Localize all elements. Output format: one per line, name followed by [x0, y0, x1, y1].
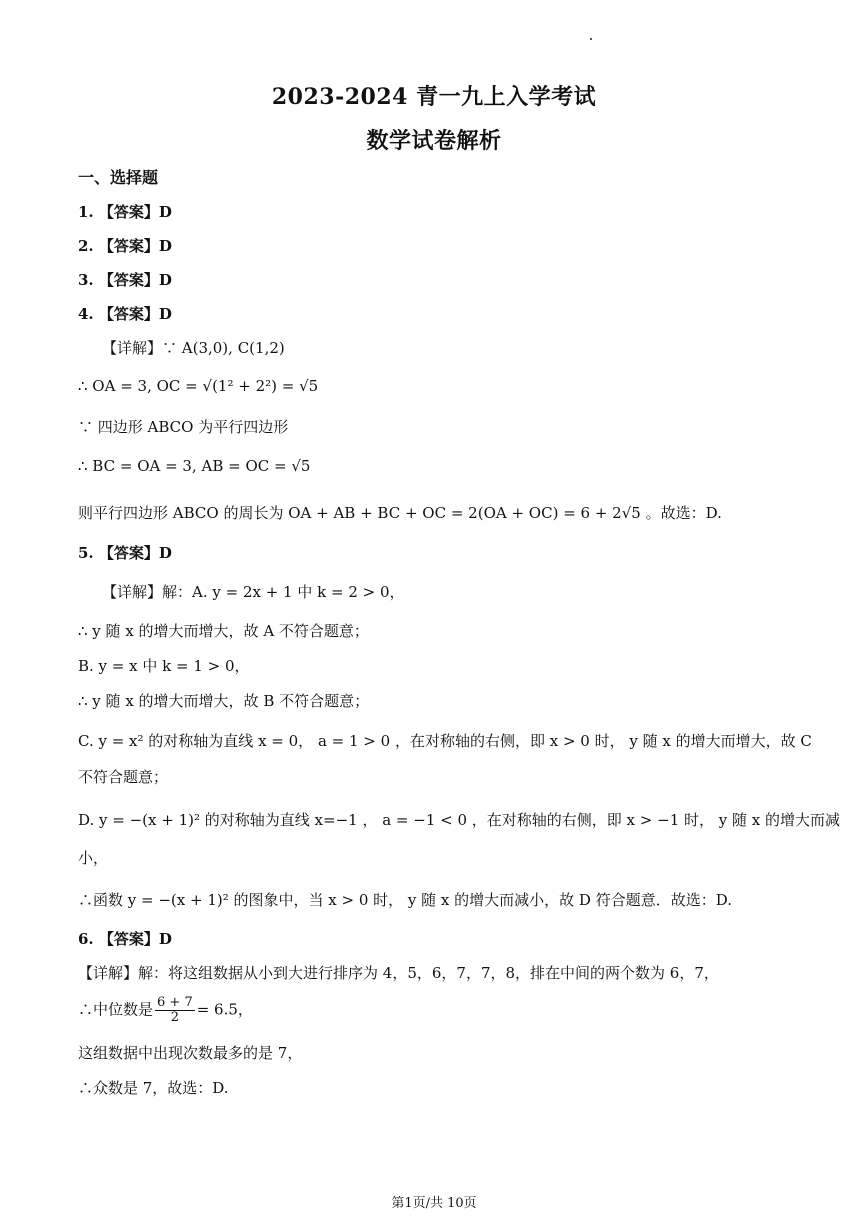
answer-4: 4. 【答案】D [78, 305, 172, 323]
doc-title-line2: 数学试卷解析 [366, 128, 502, 154]
q4-line4: 则平行四边形 ABCO 的周长为 OA + AB + BC + OC = 2(OA + OC) = 6 + 2√5 。故选：D. [78, 504, 722, 522]
q5-line1: ∴ y 随 x 的增大而增大，故 A 不符合题意； [78, 622, 369, 640]
fraction-numerator: 6 + 7 [157, 995, 193, 1010]
answer-6: 6. 【答案】D [78, 930, 172, 948]
answer-2: 2. 【答案】D [78, 237, 172, 255]
q5-line4: C. y = x² 的对称轴为直线 x = 0， a = 1 > 0 ，在对称轴的右侧，即 x > 0 时， y 随 x 的增大而增大，故 C [78, 732, 812, 750]
q6-median-prefix: ∴中位数是 [78, 1000, 154, 1019]
q4-line1: ∴ OA = 3, OC = √(1² + 2²) = √5 [78, 377, 319, 395]
q5-line3: ∴ y 随 x 的增大而增大，故 B 不符合题意； [78, 692, 370, 710]
q6-median-suffix: = 6.5， [196, 1000, 253, 1019]
fraction-denominator: 2 [170, 1010, 179, 1025]
q6-line3: ∴众数是 7，故选：D. [78, 1079, 229, 1097]
page-footer: 第1页/共 10页 [391, 1196, 477, 1211]
q5-line8: ∴函数 y = −(x + 1)² 的图象中，当 x > 0 时， y 随 x 的增大而减小，故 D 符合题意．故选：D. [78, 891, 732, 909]
q4-line3: ∴ BC = OA = 3, AB = OC = √5 [78, 457, 311, 475]
q5-line5: 不符合题意； [78, 768, 169, 786]
q5-detail: 【详解】解：A. y = 2x + 1 中 k = 2 > 0， [102, 583, 405, 601]
q6-line2: 这组数据中出现次数最多的是 7， [78, 1044, 303, 1062]
q6-line1 [78, 996, 253, 1025]
q6-median-fraction [155, 996, 195, 1025]
answer-1: 1. 【答案】D [78, 203, 172, 221]
doc-title-line1: 2023-2024 青一九上入学考试 [271, 84, 597, 110]
answer-3: 3. 【答案】D [78, 271, 172, 289]
q5-line2: B. y = x 中 k = 1 > 0， [78, 657, 250, 675]
q6-detail: 【详解】解：将这组数据从小到大进行排序为 4，5，6，7，7，8，排在中间的两个数为 6，7， [78, 964, 719, 982]
q5-line6: D. y = −(x + 1)² 的对称轴为直线 x=−1 ， a = −1 < 0 ，在对称轴的右侧，即 x > −1 时， y 随 x 的增大而减 [78, 811, 841, 829]
q4-detail: 【详解】∵ A(3,0), C(1,2) [102, 339, 285, 357]
q5-line7: 小， [78, 849, 109, 867]
stray-dot [590, 38, 592, 40]
answer-5: 5. 【答案】D [78, 544, 172, 562]
section-heading-choice: 一、选择题 [78, 168, 159, 187]
q4-line2: ∵ 四边形 ABCO 为平行四边形 [78, 418, 289, 436]
